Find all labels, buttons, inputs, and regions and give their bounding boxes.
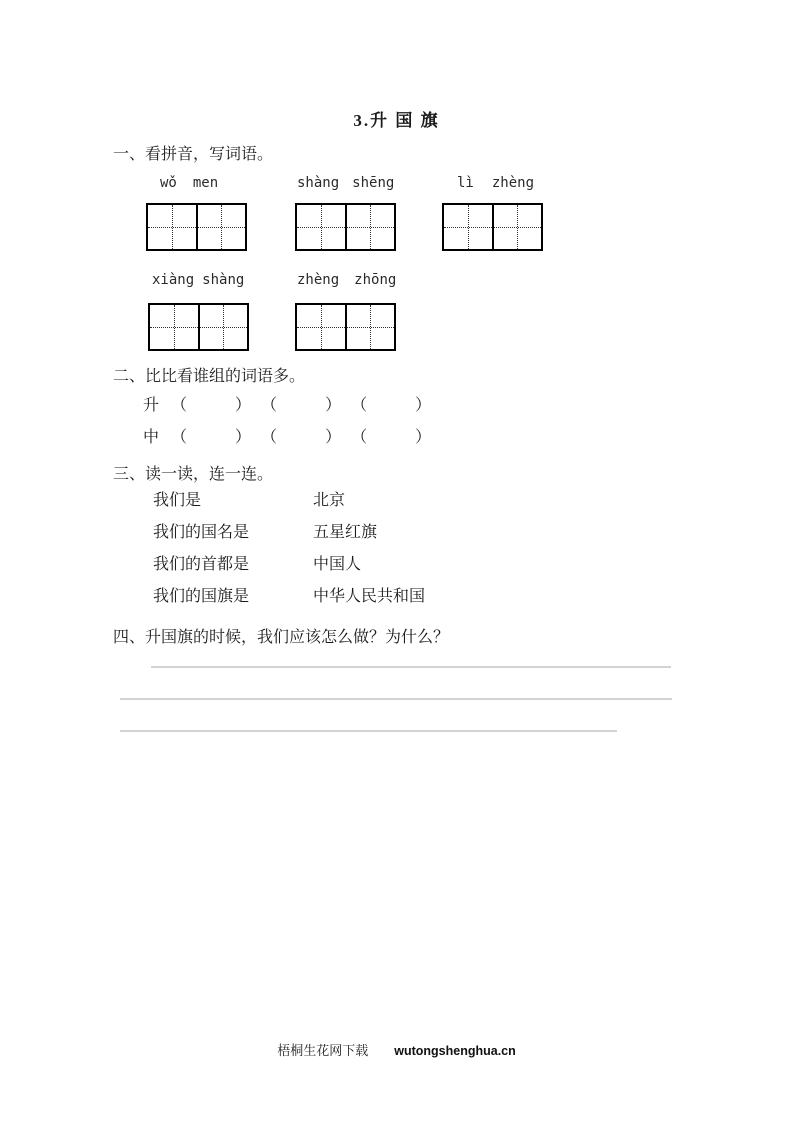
grid-cell[interactable]: [198, 305, 248, 349]
section3-heading: 三、读一读，连一连。: [113, 466, 274, 483]
word-char: 中: [143, 429, 160, 446]
match-right-item: 五星红旗: [313, 524, 378, 541]
match-row: [153, 492, 425, 524]
pinyin-word-group: [146, 174, 247, 251]
site-url: wutongshenghua.cn: [394, 1044, 516, 1058]
pinyin-word-group: [148, 271, 249, 351]
grid-cell[interactable]: [297, 205, 345, 249]
matching-exercise: [153, 492, 425, 620]
grid-cell[interactable]: [297, 305, 345, 349]
match-row: [153, 588, 425, 620]
page-title: 3.升 国 旗: [353, 111, 440, 130]
section1-heading: 一、看拼音，写词语。: [113, 146, 274, 163]
match-row: [153, 524, 425, 556]
match-row: [153, 556, 425, 588]
answer-line[interactable]: [151, 666, 671, 668]
grid-cell[interactable]: [345, 205, 395, 249]
pinyin-word-group: [295, 271, 396, 351]
answer-blank[interactable]: [367, 409, 415, 410]
writing-grid[interactable]: [148, 303, 249, 351]
section2-heading: 二、比比看谁组的词语多。: [113, 368, 306, 385]
grid-cell[interactable]: [196, 205, 246, 249]
word-building-row: 中 （ ） （ ） （ ）: [143, 429, 432, 446]
answer-blank[interactable]: [187, 409, 235, 410]
pinyin-word-group: [295, 174, 396, 251]
answer-blank[interactable]: [367, 441, 415, 442]
pinyin-label: lì zhèng: [457, 175, 535, 191]
match-left-item: 我们的国名是: [153, 524, 250, 541]
pinyin-label: xiàng shàng: [152, 272, 245, 288]
writing-grid[interactable]: [146, 203, 247, 251]
match-left-item: 我们是: [153, 492, 202, 509]
footer: [0, 1040, 793, 1059]
grid-cell[interactable]: [148, 205, 196, 249]
pinyin-label: wǒ men: [160, 175, 219, 191]
match-left-item: 我们的首都是: [153, 556, 250, 573]
pinyin-label: zhèng zhōng: [297, 272, 397, 288]
match-right-item: 中国人: [313, 556, 362, 573]
pinyin-word-group: [442, 174, 543, 251]
word-building-row: 升 （ ） （ ） （ ）: [143, 397, 432, 414]
section4-heading: 四、升国旗的时候，我们应该怎么做？为什么？: [113, 629, 450, 646]
writing-grid[interactable]: [442, 203, 543, 251]
match-left-item: 我们的国旗是: [153, 588, 250, 605]
grid-cell[interactable]: [492, 205, 542, 249]
word-char: 升: [143, 397, 160, 414]
match-right-item: 北京: [313, 492, 346, 509]
grid-cell[interactable]: [150, 305, 198, 349]
answer-blank[interactable]: [277, 409, 325, 410]
writing-grid[interactable]: [295, 303, 396, 351]
answer-line[interactable]: [120, 730, 617, 732]
match-right-item: 中华人民共和国: [313, 588, 426, 605]
pinyin-label: shàng shēng: [297, 175, 395, 191]
grid-cell[interactable]: [345, 305, 395, 349]
answer-blank[interactable]: [277, 441, 325, 442]
answer-blank[interactable]: [187, 441, 235, 442]
site-name: 梧桐生花网下载: [277, 1043, 369, 1058]
writing-grid[interactable]: [295, 203, 396, 251]
grid-cell[interactable]: [444, 205, 492, 249]
answer-line[interactable]: [120, 698, 672, 700]
